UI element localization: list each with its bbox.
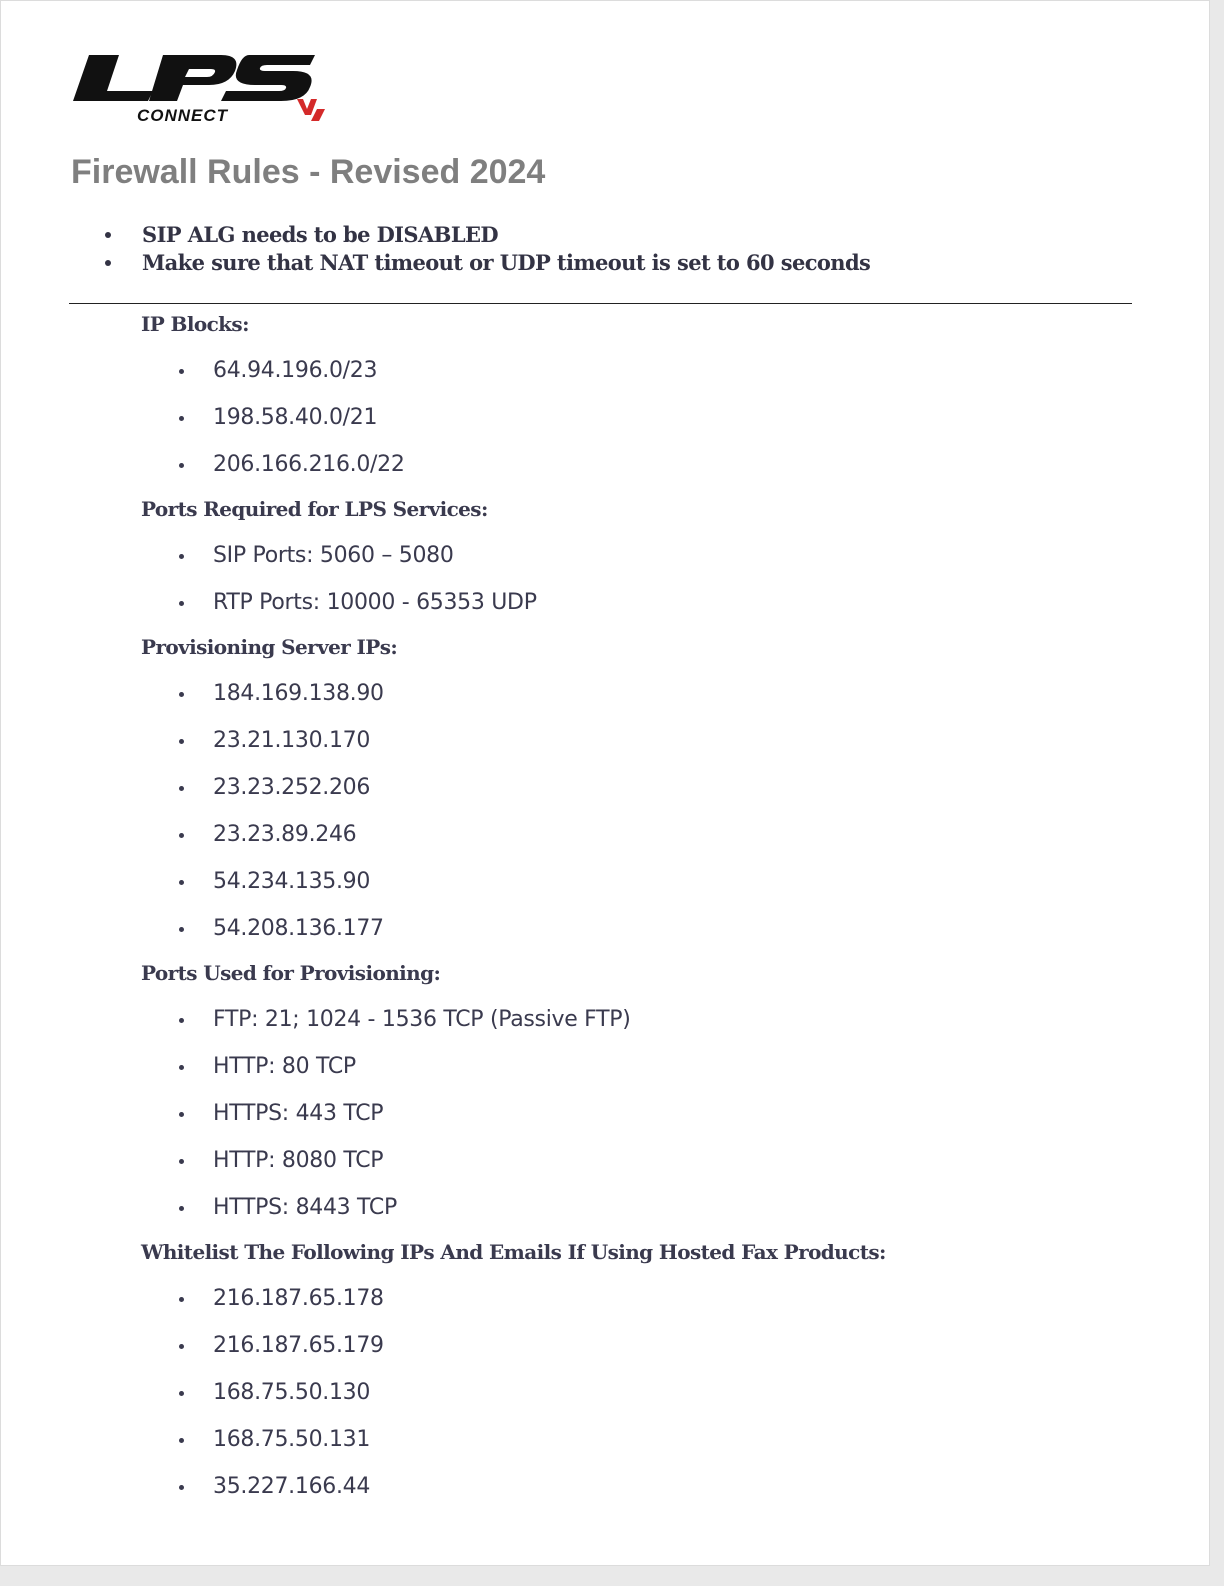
lps-connect-logo [71, 51, 333, 125]
provisioning-ips-list [141, 670, 1141, 956]
section-heading-lps-ports: Ports Required for LPS Services: [141, 497, 488, 521]
rules-content [141, 307, 1141, 1514]
svg-text:CONNECT: CONNECT [137, 106, 229, 125]
list-item: 216.187.65.178 [141, 1275, 1141, 1322]
section-heading-ip-blocks: IP Blocks: [141, 312, 249, 336]
requirements-list [105, 221, 870, 277]
provisioning-ports-list [141, 996, 1141, 1235]
section-heading-provisioning-ports: Ports Used for Provisioning: [141, 961, 441, 985]
list-item: 54.234.135.90 [141, 858, 1141, 905]
fax-whitelist-list [141, 1275, 1141, 1514]
list-item: 23.21.130.170 [141, 717, 1141, 764]
page-title: Firewall Rules - Revised 2024 [71, 153, 546, 191]
requirement-item: SIP ALG needs to be DISABLED [105, 221, 870, 249]
list-item: HTTP: 8080 TCP [141, 1137, 1141, 1184]
list-item: 35.227.166.44 [141, 1463, 1141, 1510]
list-item: 198.58.40.0/21 [141, 394, 1141, 441]
list-item: HTTP: 80 TCP [141, 1043, 1141, 1090]
list-item: 23.23.252.206 [141, 764, 1141, 811]
list-item: 54.208.136.177 [141, 905, 1141, 952]
list-item: 206.166.216.0/22 [141, 441, 1141, 488]
ip-blocks-list [141, 347, 1141, 492]
list-item: HTTPS: 443 TCP [141, 1090, 1141, 1137]
list-item: 64.94.196.0/23 [141, 347, 1141, 394]
section-heading-fax-whitelist: Whitelist The Following IPs And Emails If Using Hosted Fax Products: [141, 1240, 886, 1264]
lps-ports-list [141, 532, 1141, 630]
list-item: 184.169.138.90 [141, 670, 1141, 717]
list-item: 23.23.89.246 [141, 811, 1141, 858]
list-item: HTTPS: 8443 TCP [141, 1184, 1141, 1231]
list-item: 168.75.50.131 [141, 1416, 1141, 1463]
divider [69, 303, 1132, 304]
list-item: 168.75.50.130 [141, 1369, 1141, 1416]
requirement-item: Make sure that NAT timeout or UDP timeout is set to 60 seconds [105, 249, 870, 277]
list-item: RTP Ports: 10000 - 65353 UDP [141, 579, 1141, 626]
list-item: SIP Ports: 5060 – 5080 [141, 532, 1141, 579]
list-item: FTP: 21; 1024 - 1536 TCP (Passive FTP) [141, 996, 1141, 1043]
section-heading-provisioning-ips: Provisioning Server IPs: [141, 635, 398, 659]
list-item: 216.187.65.179 [141, 1322, 1141, 1369]
